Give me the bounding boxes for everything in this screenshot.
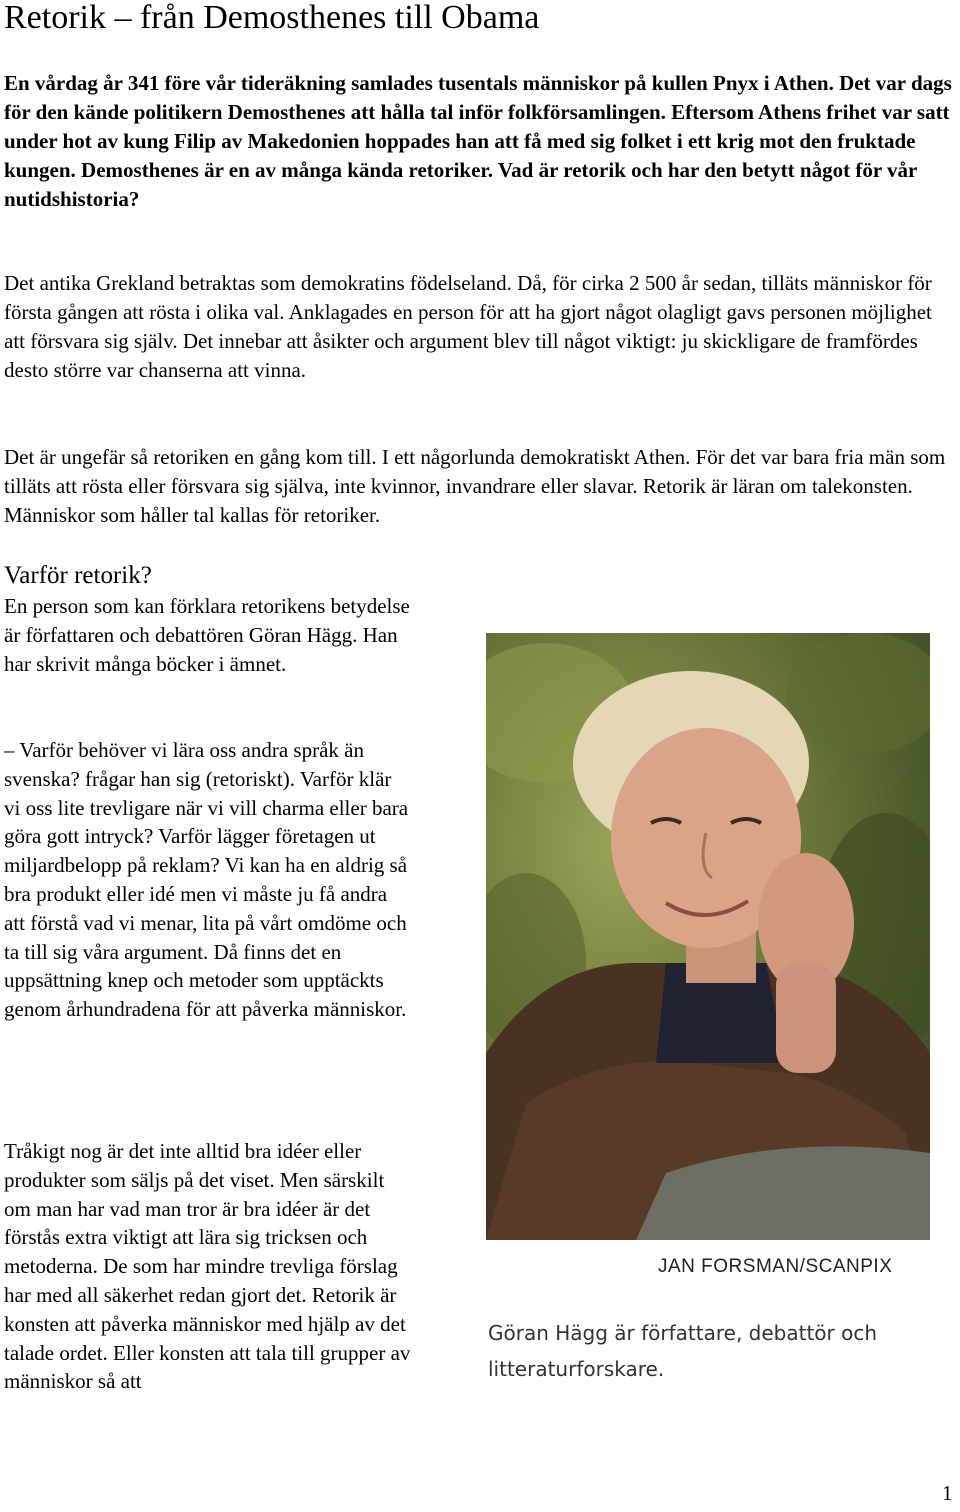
page-number: 1 <box>942 1481 953 1505</box>
section-heading: Varför retorik? <box>4 562 152 589</box>
portrait-photo <box>486 633 930 1240</box>
column-paragraph: En person som kan förklara retorikens betydelse är författaren och debattören Göran Hägg. Han har skrivit många böcker i ämnet. <box>4 594 410 676</box>
portrait-illustration <box>486 633 930 1240</box>
body-paragraph: Det antika Grekland betraktas som demokratins födelseland. Då, för cirka 2 500 år sedan, tilläts människor för första gången att rösta i olika val. Anklagades en person för att ha gjort något olagligt gavs personen möjlighet att försvara sig själv. Det innebar att åsikter och argument blev till något viktigt: ju skickligare de framfördes desto större var chanserna att vinna. <box>4 271 932 382</box>
column-paragraph: – Varför behöver vi lära oss andra språk än svenska? frågar han sig (retoriskt). Varför klär vi oss lite trevligare när vi vill charma eller bara göra gott intryck? Varför lägger företagen ut miljardbelopp på reklam? Vi kan ha en aldrig så bra produkt eller idé men vi måste ju få andra att förstå vad vi menar, lita på vårt omdöme och ta till sig våra argument. Då finns det en uppsättning knep och metoder som upptäckts genom århundradena för att påverka människor. <box>4 738 409 1022</box>
lead-paragraph: En vårdag år 341 före vår tideräkning samlades tusentals människor på kullen Pnyx i Athen. Det var dags för den kände politikern Demosthenes att hålla tal inför folkförsamlingen. Eftersom Athens frihet var satt under hot av kung Filip av Makedonien hoppades han att få med sig folket i ett krig mot den fruktade kungen. Demosthenes är en av många kända retoriker. Vad är retorik och har den betytt något för vår nutidshistoria? <box>4 71 952 211</box>
body-paragraph: Det är ungefär så retoriken en gång kom till. I ett någorlunda demokratiskt Athen. För det var bara fria män som tilläts att rösta eller försvara sig själva, inte kvinnor, invandrare eller slavar. Retorik är läran om talekonsten. Människor som håller tal kallas för retoriker. <box>4 445 946 527</box>
photo-caption: Göran Hägg är författare, debattör och litteraturforskare. <box>488 1321 878 1381</box>
page-title: Retorik – från Demosthenes till Obama <box>4 0 540 36</box>
column-paragraph: Tråkigt nog är det inte alltid bra idéer eller produkter som säljs på det viset. Men särskilt om man har vad man tror är bra idéer är det förstås extra viktigt att lära sig tricksen och metoderna. De som har mindre trevliga förslag har med all säkerhet redan gjort det. Retorik är konsten att påverka människor med hjälp av det talade ordet. Eller konsten att tala till grupper av människor så att <box>4 1139 411 1394</box>
photo-credit: JAN FORSMAN/SCANPIX <box>658 1256 893 1277</box>
